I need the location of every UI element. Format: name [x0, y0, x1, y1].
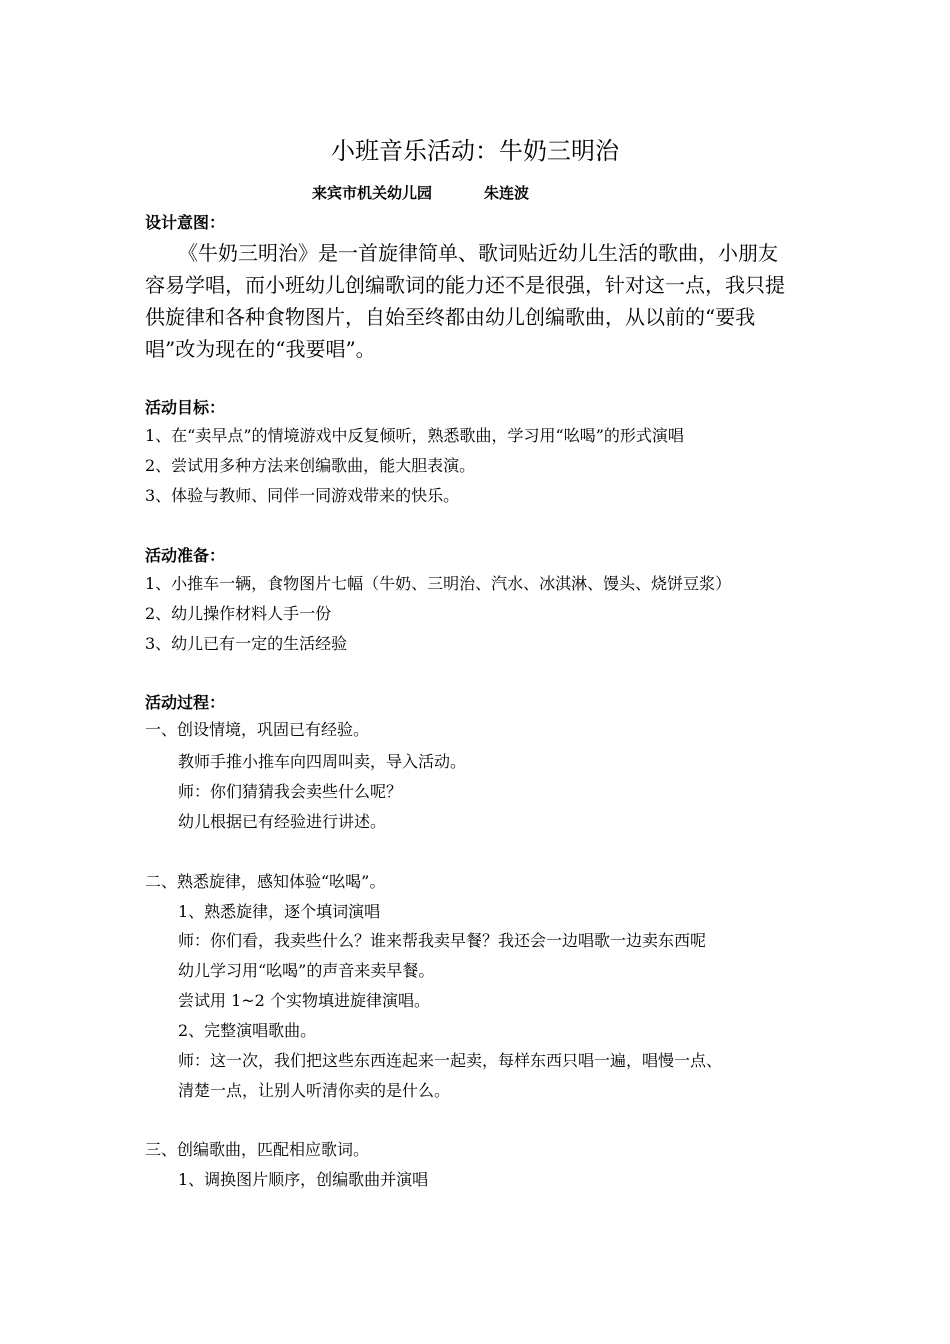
section-title: 三、创编歌曲，匹配相应歌词。	[145, 1140, 370, 1159]
goals-heading: 活动目标：	[145, 398, 226, 417]
process-line: 教师手推小推车向四周叫卖，导入活动。	[178, 752, 467, 771]
process-heading: 活动过程：	[145, 693, 226, 712]
goal-item: 2、尝试用多种方法来创编歌曲，能大胆表演。	[145, 456, 476, 475]
process-line: 师：你们猜猜我会卖些什么呢？	[178, 782, 403, 801]
design-line: 供旋律和各种食物图片，自始至终都由幼儿创编歌曲，从以前的“要我	[145, 305, 756, 329]
prep-item: 2、幼儿操作材料人手一份	[145, 604, 332, 623]
prep-item: 1、小推车一辆，食物图片七幅（牛奶、三明治、汽水、冰淇淋、馒头、烧饼豆浆）	[145, 574, 732, 593]
goal-item: 3、体验与教师、同伴一同游戏带来的快乐。	[145, 486, 460, 505]
section-title: 一、创设情境，巩固已有经验。	[145, 720, 370, 739]
process-line: 幼儿学习用“吆喝”的声音来卖早餐。	[178, 961, 435, 980]
process-line: 尝试用 1~2 个实物填进旋律演唱。	[178, 991, 430, 1010]
process-line: 清楚一点，让别人听清你卖的是什么。	[178, 1081, 451, 1100]
page-title: 小班音乐活动：牛奶三明治	[331, 137, 619, 165]
process-line: 师：这一次，我们把这些东西连起来一起卖，每样东西只唱一遍，唱慢一点、	[178, 1051, 723, 1070]
process-line: 幼儿根据已有经验进行讲述。	[178, 812, 387, 831]
process-line: 师：你们看，我卖些什么？谁来帮我卖早餐？我还会一边唱歌一边卖东西呢	[178, 931, 707, 950]
design-heading: 设计意图：	[145, 213, 226, 232]
prep-item: 3、幼儿已有一定的生活经验	[145, 634, 348, 653]
goal-item: 1、在“卖早点”的情境游戏中反复倾听，熟悉歌曲，学习用“吆喝”的形式演唱	[145, 426, 684, 445]
prep-heading: 活动准备：	[145, 546, 226, 565]
design-line: 容易学唱，而小班幼儿创编歌词的能力还不是很强，针对这一点，我只提	[145, 273, 785, 297]
process-line: 2、完整演唱歌曲。	[178, 1021, 317, 1040]
process-line: 1、熟悉旋律，逐个填词演唱	[178, 902, 381, 921]
design-line: 唱”改为现在的“我要唱”。	[145, 337, 376, 361]
byline	[312, 183, 529, 203]
design-line: 《牛奶三明治》是一首旋律简单、歌词贴近幼儿生活的歌曲，小朋友	[178, 241, 778, 265]
section-title: 二、熟悉旋律，感知体验“吆喝”。	[145, 872, 386, 891]
process-line: 1、调换图片顺序，创编歌曲并演唱	[178, 1170, 429, 1189]
school-name: 来宾市机关幼儿园	[312, 184, 433, 202]
author-name: 朱连波	[484, 184, 530, 202]
